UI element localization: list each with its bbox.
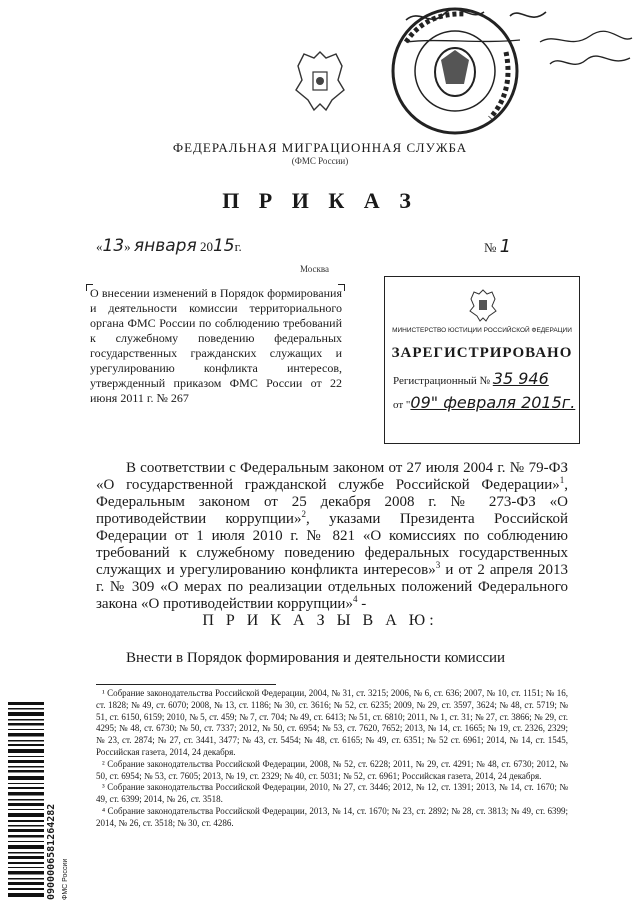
footnote-3: ³ Собрание законодательства Российской Федерации, 2010, № 27, ст. 3446; 2012, № 12, ст. 1391; 2013, № 14, ст. 1670; № 49, ст. 6399; 2014, № 26, ст. 3518. [96,782,568,805]
stamp-ministry: МИНИСТЕРСТВО ЮСТИЦИИ РОССИЙСКОЙ ФЕДЕРАЦИИ [392,327,572,334]
handwritten-note-icon [400,2,636,82]
footnote-1: ¹ Собрание законодательства Российской Федерации, 2004, № 31, ст. 3215; 2006, № 6, ст. 636; 2007, № 10, ст. 1151; № 16, ст. 1828; № 49, ст. 6070; 2008, № 13, ст. 1186; № 30, ст. 3616; № 52, ст. 6235; 2009, № 29, ст. 3597, 3624; № 48, ст. 5719; № 51, ст. 6150, 6159; 2010, № 5, ст. 459; № 7, ст. 704; № 49, ст. 6413; № 51, ст. 6810; 2011, № 1, ст. 31; № 27, ст. 3866; № 29, ст. 4295; № 48, ст. 6730; № 50, ст. 7337; 2012, № 50, ст. 6954; № 53, ст. 7620, 7652; 2013, № 14, ст. 1665; № 19, ст. 2326, 2329; № 23, ст. 2874; № 27, ст. 3441, 3477; № 43, ст. 5454; № 48, ст. 6165; № 49, ст. 6351; № 52 ст. 6961; 2014, № 14, ст. 1545, Российская газета, 2014, 24 декабря. [96,688,568,757]
footnote-ref-3: 3 [435,560,441,570]
footnote-ref-2: 2 [301,509,306,519]
barcode-icon [8,700,44,900]
footnote-2: ² Собрание законодательства Российской Федерации, 2008, № 52, ст. 6228; 2011, № 29, ст. 4291; № 48, ст. 6730; 2012, № 50, ст. 6954; № 53, ст. 7605; 2013, № 19, ст. 2329; № 40, ст. 5031; № 52, ст. 6961; Российская газета, 2014, 24 декабря. [96,758,568,781]
ordering-heading: П Р И К А З Ы В А Ю: [202,612,438,629]
footnote-4: ⁴ Собрание законодательства Российской Федерации, 2013, № 14, ст. 1670; № 23, ст. 2892; № 28, ст. 3813; № 49, ст. 6399; 2014, № 26, ст. 3518; № 30, ст. 4286. [96,805,568,828]
barcode-label: ФМС России [62,858,69,900]
date-day: 13 [102,236,125,256]
date-year: 15 [212,236,235,256]
order-city: Москва [300,264,329,274]
organization-name: ФЕДЕРАЛЬНАЯ МИГРАЦИОННАЯ СЛУЖБА [172,140,468,155]
coat-of-arms-icon [292,46,348,116]
order-paragraph: Внести в Порядок формирования и деятельности комиссии [126,650,506,666]
footnote-divider [96,684,276,685]
footnote-ref-1: 1 [559,475,565,485]
registration-stamp [384,276,580,444]
barcode [8,700,72,900]
order-number: № 1 [484,236,512,257]
order-number-value: 1 [499,236,512,257]
footnotes [96,688,568,830]
document-type: П Р И К А З [222,188,418,213]
date-month: января [133,236,197,256]
order-subject: О внесении изменений в Порядок формирования и деятельности комиссии территориального органа ФМС России по соблюдению требований к служебному поведению федеральных государственных гражданских служащих и урегулированию конфликта интересов, утвержденный приказом ФМС России от 22 июня 2011 г. № 267 [90,286,342,405]
preamble-paragraph: В соответствии с Федеральным законом от 27 июля 2004 г. № 79-ФЗ «О государственной гражданской службе Российской Федерации»$^1$, Федеральным законом от 25 декабря 2008 г. № 273-ФЗ «О противодействии коррупции»$^2$, указами Президента Российской Федерации от 1 июля 2010 г. № 821 «О комиссиях по соблюдению требований к служебному поведению федеральных государственных служащих и урегулированию конфликта интересов»$^3$ и от 2 апреля 2013 г. № 309 «О мерах по реализации отдельных положений Федерального закона «О противодействии коррупции»$^4$ - [96,460,568,612]
footnote-ref-4: 4 [352,594,358,604]
stamp-registration-date: от "09" февраля 2015г. [393,393,576,412]
stamp-title: ЗАРЕГИСТРИРОВАНО [391,345,573,361]
stamp-registration-number: Регистрационный № 35 946 [393,369,549,388]
order-date: «13» января 2015г. [96,236,242,256]
ministry-emblem-icon [469,287,497,323]
organization-abbreviation: (ФМС России) [291,156,349,166]
barcode-number: 0900006581264282 [46,803,57,900]
